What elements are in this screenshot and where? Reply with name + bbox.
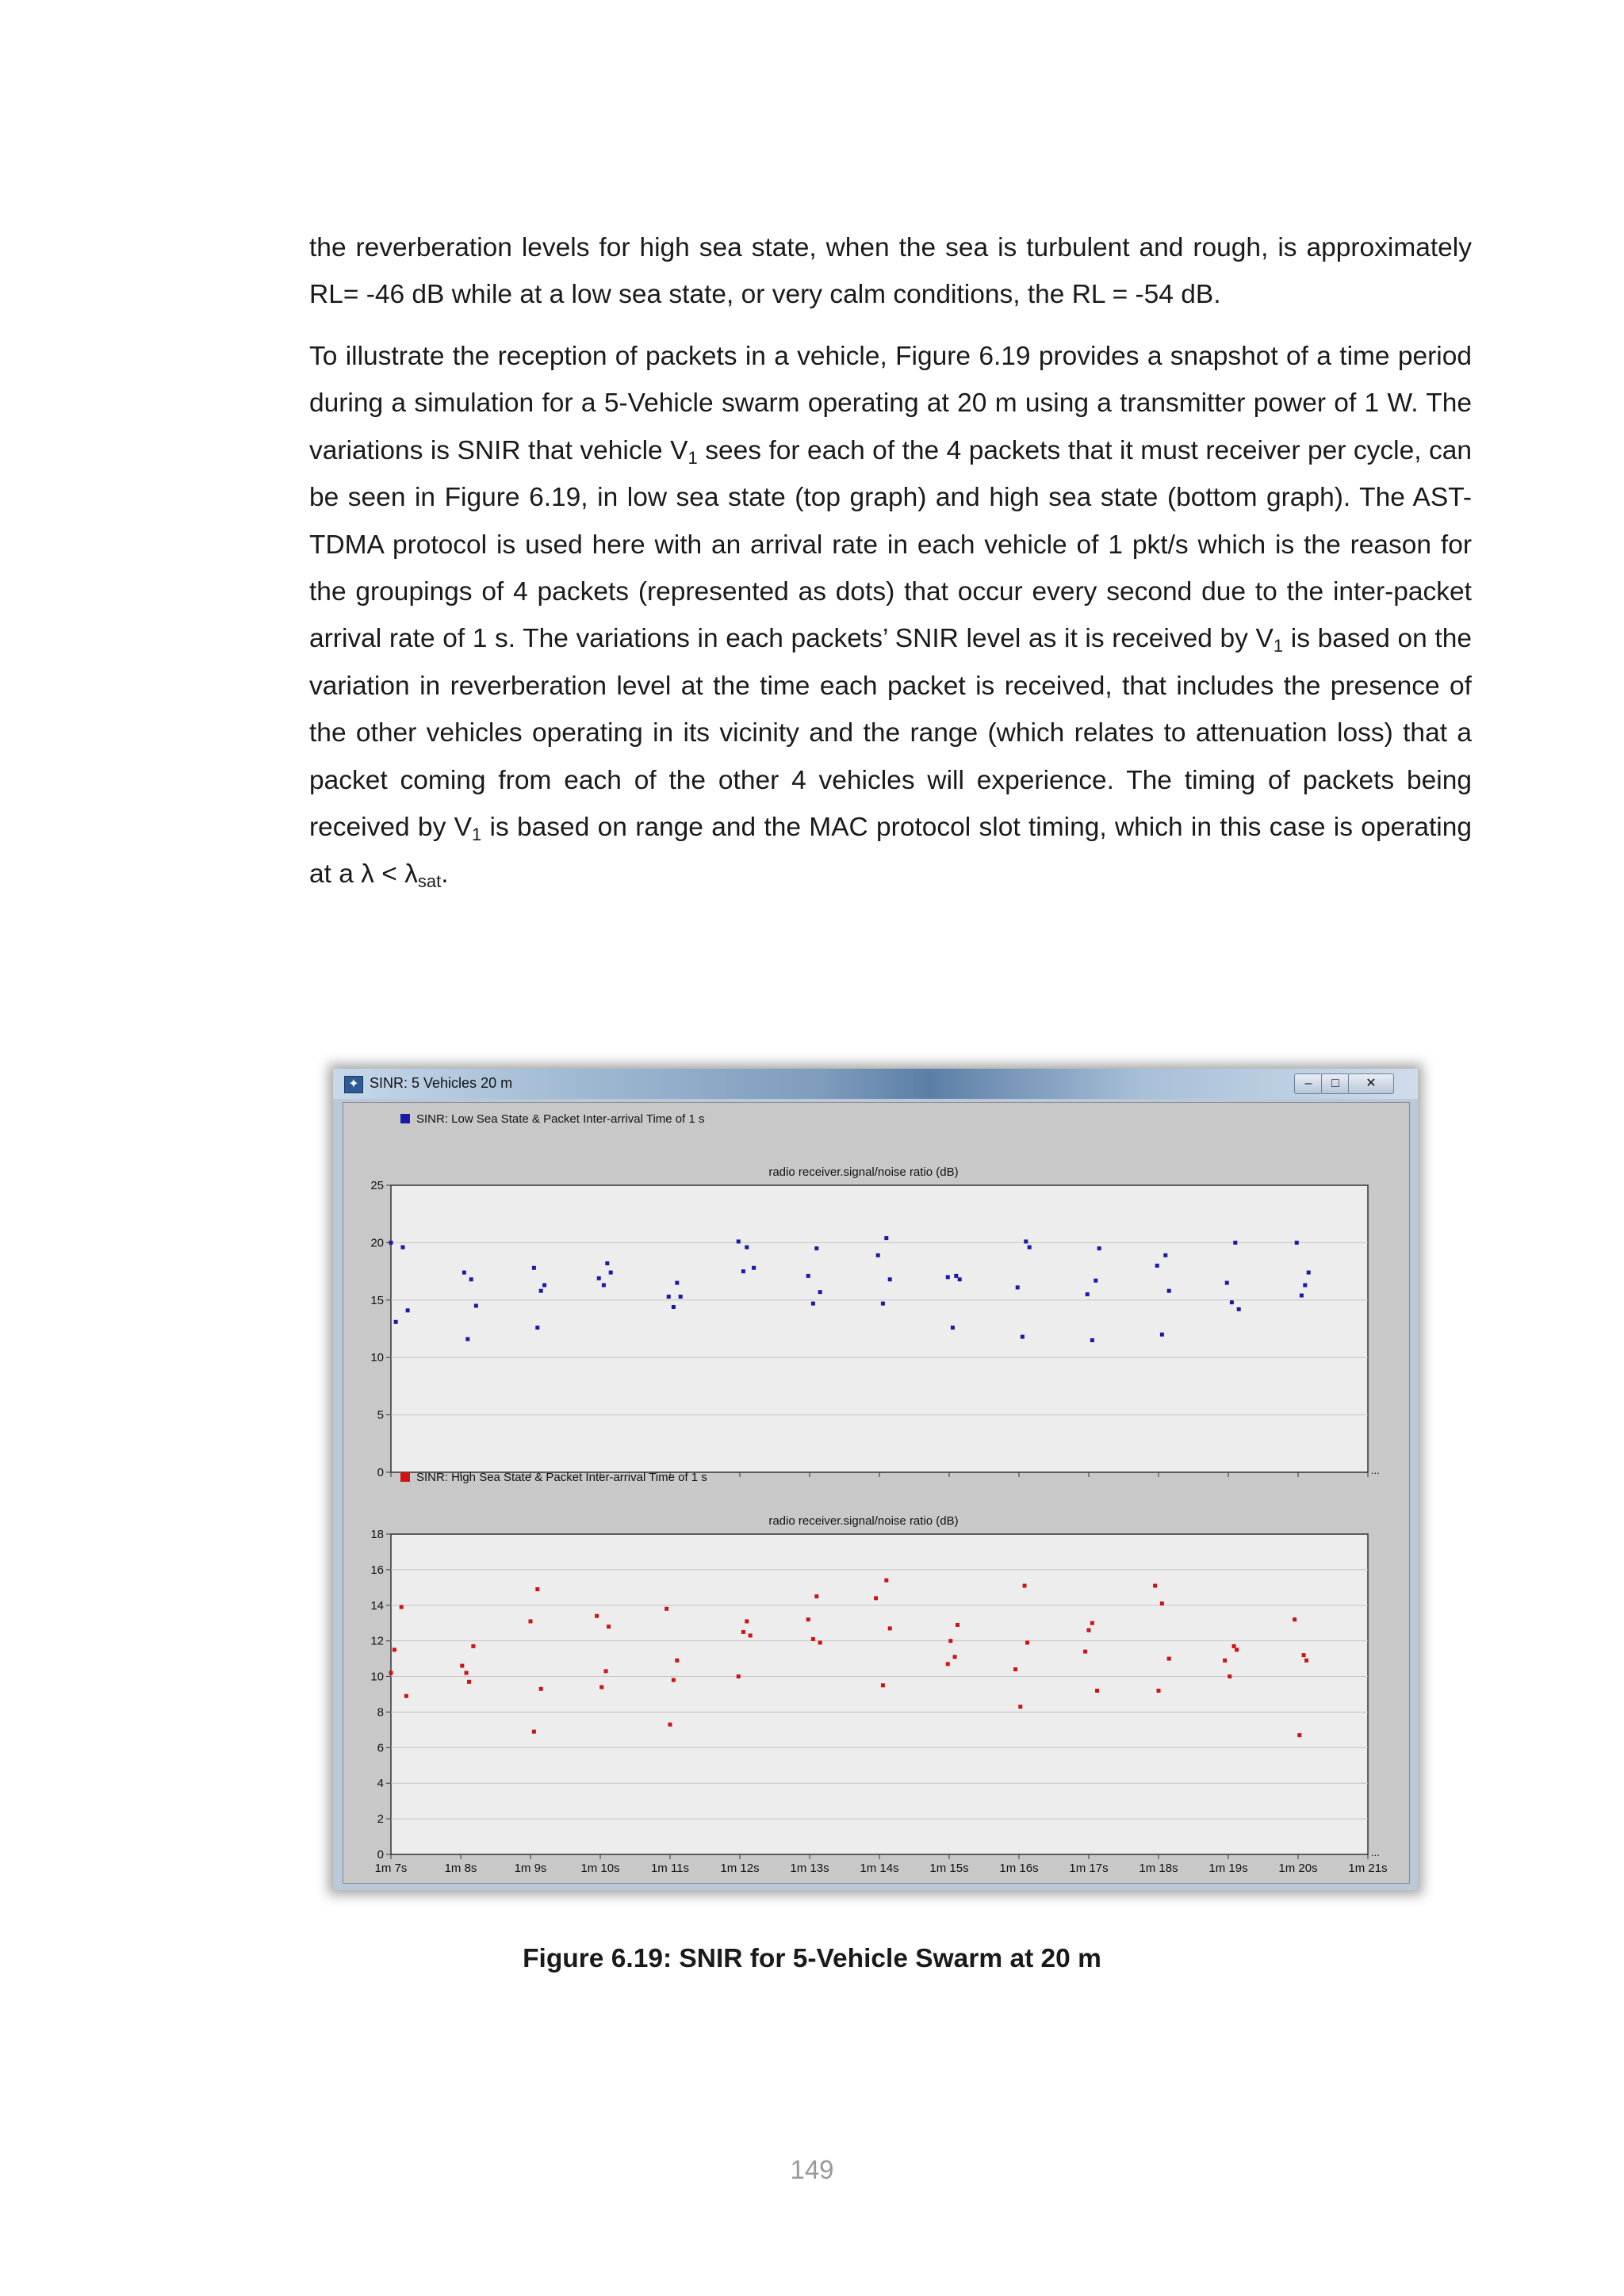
data-point xyxy=(607,1624,611,1628)
data-point xyxy=(741,1630,745,1634)
x-tick-label: 1m 16s xyxy=(999,1862,1039,1875)
subscript-1c: 1 xyxy=(471,825,482,845)
data-point xyxy=(602,1283,606,1287)
y-tick-label: 20 xyxy=(370,1236,384,1250)
data-point xyxy=(881,1302,885,1306)
data-point xyxy=(389,1241,393,1245)
data-point xyxy=(667,1295,671,1299)
legend-label-1: SINR: Low Sea State & Packet Inter-arrival Time of 1 s xyxy=(416,1112,705,1126)
data-point xyxy=(818,1290,822,1294)
data-point xyxy=(389,1671,393,1675)
data-point xyxy=(1300,1294,1304,1298)
data-point xyxy=(1095,1689,1099,1693)
data-point xyxy=(1157,1689,1161,1693)
paragraph-2-text xyxy=(309,333,1472,898)
data-point xyxy=(881,1683,885,1687)
data-point xyxy=(1160,1333,1164,1337)
data-point xyxy=(1160,1601,1164,1605)
data-point xyxy=(1163,1253,1167,1257)
y-tick-label: 0 xyxy=(377,1466,384,1479)
y-tick-label: 25 xyxy=(370,1179,384,1192)
data-point xyxy=(741,1269,745,1273)
data-point xyxy=(1097,1246,1101,1250)
data-point xyxy=(460,1664,464,1668)
data-point xyxy=(465,1337,469,1341)
data-point xyxy=(806,1274,810,1278)
app-icon[interactable]: ✦ xyxy=(344,1076,363,1093)
data-point xyxy=(1223,1659,1227,1663)
data-point xyxy=(400,1605,404,1609)
y-tick-label: 0 xyxy=(377,1848,384,1862)
data-point xyxy=(1153,1584,1157,1588)
y-tick-label: 18 xyxy=(370,1528,384,1541)
data-point xyxy=(1235,1647,1239,1651)
data-point xyxy=(529,1619,533,1623)
data-point xyxy=(951,1326,955,1330)
data-point xyxy=(946,1662,950,1666)
data-point xyxy=(675,1659,679,1663)
data-point xyxy=(811,1637,815,1641)
data-point xyxy=(474,1304,478,1308)
para2-b: sees for each of the 4 packets that it must receiver per cycle, can be seen in Figure 6.19, in low sea state (top graph) and high sea state (bottom graph). The AST-TDMA protocol is used here with an arrival rate in each vehicle of 1 pkt/s which is the reason for the groupings of 4 packets (represented as dots) that occur every second due to the inter-packet arrival rate of 1 s. The variations in each packets’ SNIR level as it is received by V xyxy=(309,435,1473,654)
legend-swatch-1 xyxy=(400,1114,410,1123)
window-client-area xyxy=(343,1102,1410,1884)
figure-caption: Figure 6.19: SNIR for 5-Vehicle Swarm at 20 m xyxy=(523,1944,1101,1973)
data-point xyxy=(672,1678,676,1682)
data-point xyxy=(535,1326,539,1330)
data-point xyxy=(888,1277,892,1281)
data-point xyxy=(1304,1659,1308,1663)
data-point xyxy=(672,1305,676,1309)
data-point xyxy=(665,1607,668,1611)
data-point xyxy=(1167,1657,1171,1661)
y-tick-label: 2 xyxy=(377,1812,384,1827)
data-point xyxy=(1167,1289,1171,1293)
data-point xyxy=(954,1274,958,1278)
x-tick-label: 1m 9s xyxy=(514,1862,547,1875)
data-point xyxy=(874,1596,878,1600)
data-point xyxy=(752,1266,756,1270)
plot-title-2: radio receiver.signal/noise ratio (dB) xyxy=(768,1514,959,1528)
data-point xyxy=(1295,1241,1299,1245)
data-point xyxy=(1225,1281,1229,1285)
x-tick-label: 1m 15s xyxy=(929,1862,969,1875)
data-point xyxy=(1302,1653,1306,1657)
data-point xyxy=(737,1239,741,1243)
data-point xyxy=(394,1320,398,1324)
data-point xyxy=(471,1644,475,1648)
data-point xyxy=(1087,1628,1091,1632)
data-point xyxy=(1233,1241,1237,1245)
data-point xyxy=(814,1246,818,1250)
data-point xyxy=(956,1623,959,1627)
data-point xyxy=(597,1276,601,1280)
data-point xyxy=(745,1619,749,1623)
data-point xyxy=(465,1671,469,1675)
axis-more-marker: ... xyxy=(1371,1464,1380,1476)
x-tick-label: 1m 11s xyxy=(650,1862,690,1875)
data-point xyxy=(469,1277,473,1281)
data-point xyxy=(948,1639,952,1643)
data-point xyxy=(806,1617,810,1621)
data-point xyxy=(1303,1283,1307,1287)
legend-swatch-2 xyxy=(400,1472,410,1482)
data-point xyxy=(539,1687,543,1691)
data-point xyxy=(884,1578,888,1582)
data-point xyxy=(884,1236,888,1240)
y-tick-label: 4 xyxy=(377,1777,384,1791)
data-point xyxy=(462,1271,466,1275)
paragraph-2 xyxy=(309,333,1472,898)
data-point xyxy=(1013,1667,1017,1671)
data-point xyxy=(1232,1644,1236,1648)
data-point xyxy=(1090,1621,1094,1625)
subscript-1a: 1 xyxy=(688,447,698,468)
subscript-sat: sat xyxy=(417,871,442,892)
maximize-button[interactable]: □ xyxy=(1321,1073,1350,1094)
data-point xyxy=(400,1246,404,1249)
data-point xyxy=(1025,1640,1029,1644)
data-point xyxy=(1016,1285,1020,1289)
data-point xyxy=(814,1594,818,1598)
paragraph-1 xyxy=(309,224,1472,319)
y-tick-label: 16 xyxy=(370,1563,384,1577)
data-point xyxy=(1297,1733,1301,1737)
para2-a: To illustrate the reception of packets in a vehicle, Figure 6.19 provides a snapshot of a time period during a simulation for a 5-Vehicle swarm operating at 20 m using a transmitter power of 1 W. The variations is SNIR that vehicle V xyxy=(309,342,1472,465)
data-point xyxy=(532,1266,536,1270)
data-point xyxy=(1307,1271,1311,1275)
window-titlebar[interactable] xyxy=(333,1069,1418,1099)
data-point xyxy=(737,1674,741,1678)
y-tick-label: 14 xyxy=(370,1598,384,1613)
para2-c: is based on the variation in reverberation level at the time each packet is received, that includes the presence of the other vehicles operating in its vicinity and the range (which relates to attenuation loss) that a packet coming from each of the other 4 vehicles will experience. The timing of packets being received by V xyxy=(309,624,1472,843)
data-point xyxy=(749,1633,753,1637)
y-tick-label: 10 xyxy=(370,1351,384,1365)
y-tick-label: 15 xyxy=(370,1293,384,1307)
para2-end: . xyxy=(441,859,449,890)
data-point xyxy=(1090,1338,1094,1342)
x-tick-label: 1m 10s xyxy=(580,1862,620,1875)
data-point xyxy=(609,1271,613,1275)
data-point xyxy=(599,1686,603,1689)
x-tick-label: 1m 12s xyxy=(720,1862,760,1875)
data-point xyxy=(745,1246,749,1249)
data-point xyxy=(1023,1584,1027,1588)
y-tick-label: 6 xyxy=(377,1741,384,1755)
x-tick-label: 1m 18s xyxy=(1139,1862,1178,1875)
chart-window xyxy=(333,1069,1418,1890)
minimize-button[interactable]: – xyxy=(1294,1073,1323,1094)
data-point xyxy=(953,1655,957,1659)
data-point xyxy=(404,1694,408,1698)
data-point xyxy=(818,1640,822,1644)
data-point xyxy=(595,1614,599,1618)
data-point xyxy=(679,1295,683,1299)
x-tick-label: 1m 17s xyxy=(1069,1862,1109,1875)
window-title: SINR: 5 Vehicles 20 m xyxy=(370,1075,513,1091)
data-point xyxy=(668,1723,672,1727)
data-point xyxy=(1237,1307,1241,1311)
y-tick-label: 5 xyxy=(377,1408,384,1422)
x-tick-label: 1m 7s xyxy=(374,1862,408,1875)
data-point xyxy=(1094,1279,1097,1283)
data-point xyxy=(467,1680,471,1684)
data-point xyxy=(406,1308,410,1312)
page-number: 149 xyxy=(790,2155,834,2184)
data-point xyxy=(605,1261,609,1265)
data-point xyxy=(876,1253,880,1257)
close-button[interactable]: ✕ xyxy=(1348,1073,1394,1094)
data-point xyxy=(1024,1239,1028,1243)
data-point xyxy=(1018,1705,1022,1709)
data-point xyxy=(542,1283,546,1287)
plot-title-1: radio receiver.signal/noise ratio (dB) xyxy=(768,1165,959,1179)
x-tick-label: 1m 20s xyxy=(1278,1862,1318,1875)
data-point xyxy=(1230,1300,1234,1304)
legend-label-2: SINR: High Sea State & Packet Inter-arrival Time of 1 s xyxy=(416,1471,707,1484)
data-point xyxy=(1021,1335,1025,1339)
data-point xyxy=(532,1730,536,1734)
sinr-charts xyxy=(343,1103,1409,1883)
paragraph-1-text: the reverberation levels for high sea state, when the sea is turbulent and rough, is approximately RL= -46 dB while at a low sea state, or very calm conditions, the RL = -54 dB. xyxy=(309,233,1472,310)
data-point xyxy=(1028,1246,1032,1249)
data-point xyxy=(1086,1292,1090,1296)
data-point xyxy=(1293,1617,1297,1621)
y-tick-label: 10 xyxy=(370,1670,384,1684)
data-point xyxy=(811,1302,815,1306)
subscript-1b: 1 xyxy=(1273,636,1284,656)
data-point xyxy=(1155,1264,1159,1268)
x-tick-label: 1m 8s xyxy=(444,1862,477,1875)
x-tick-label: 1m 13s xyxy=(790,1862,829,1875)
data-point xyxy=(1083,1650,1087,1654)
x-tick-label: 1m 21s xyxy=(1348,1862,1388,1875)
data-point xyxy=(958,1277,962,1281)
data-point xyxy=(393,1647,396,1651)
data-point xyxy=(535,1587,539,1591)
y-tick-label: 12 xyxy=(370,1634,384,1648)
y-tick-label: 8 xyxy=(377,1705,384,1720)
data-point xyxy=(539,1289,543,1293)
data-point xyxy=(675,1281,679,1285)
data-point xyxy=(946,1275,950,1279)
x-tick-label: 1m 14s xyxy=(860,1862,899,1875)
para2-d: is based on range and the MAC protocol slot timing, which in this case is operating at a λ < λ xyxy=(309,813,1473,890)
data-point xyxy=(888,1626,892,1630)
x-tick-label: 1m 19s xyxy=(1208,1862,1248,1875)
axis-more-marker: ... xyxy=(1371,1846,1380,1858)
data-point xyxy=(604,1669,608,1673)
plot-area-2 xyxy=(391,1534,1368,1854)
data-point xyxy=(1228,1674,1231,1678)
